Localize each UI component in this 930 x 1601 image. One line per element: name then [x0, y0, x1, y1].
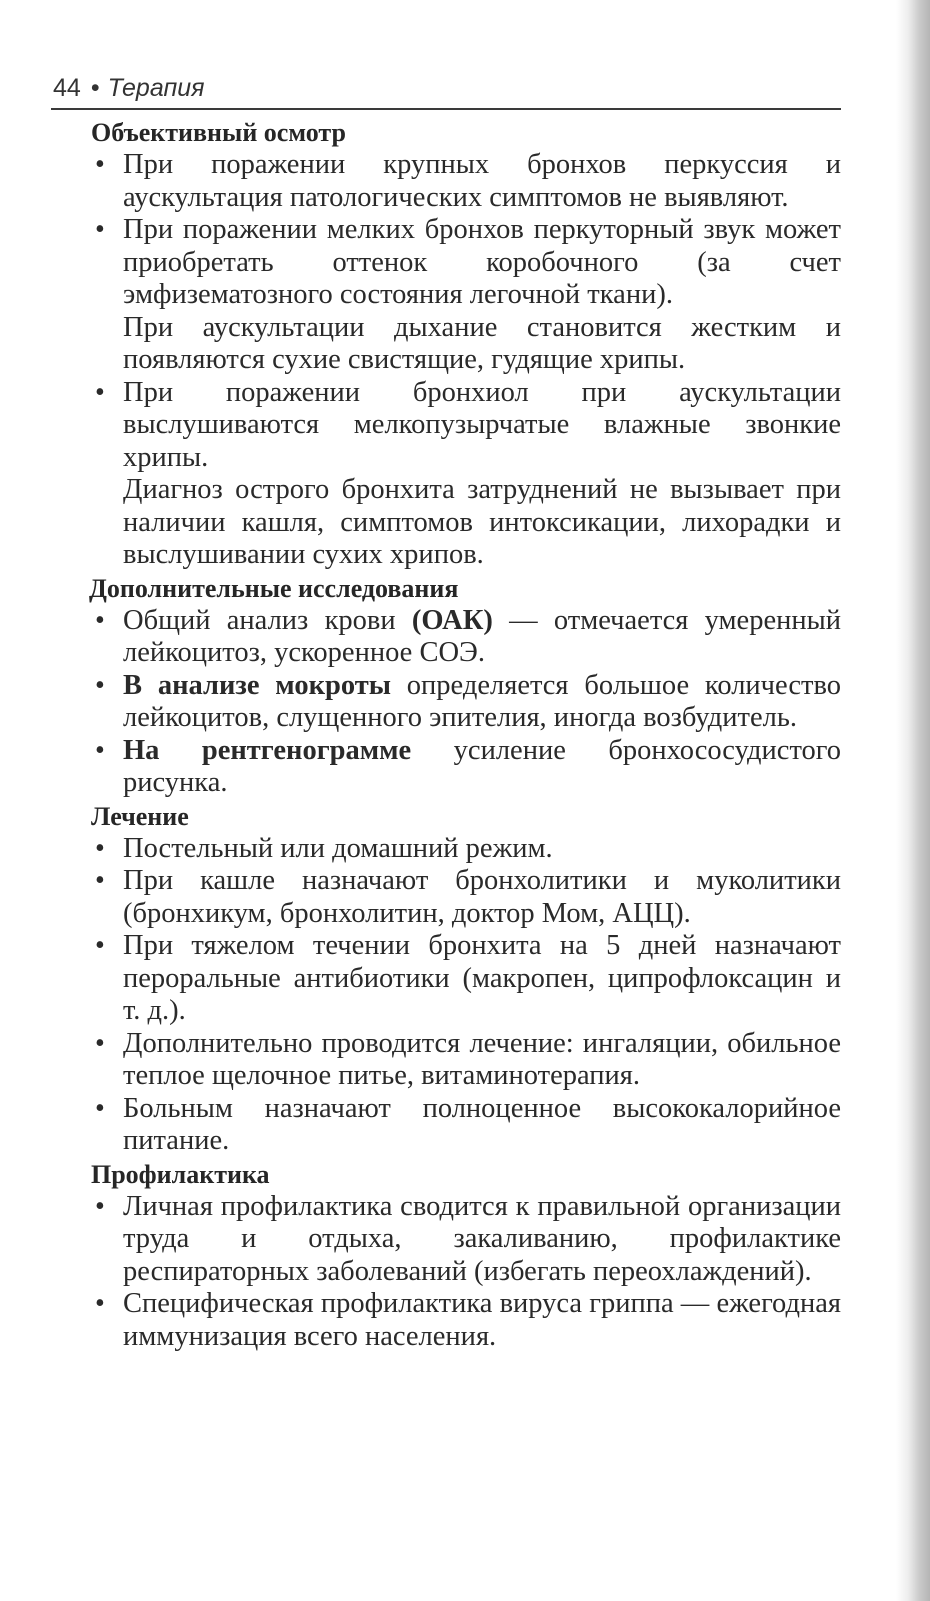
list-item	[91, 377, 841, 572]
item-text-rest: определяется большое количество лейкоцитов, слущенного эпителия, иногда возбудитель.	[123, 669, 841, 733]
item-text: • При поражении крупных бронхов перкуссия и аускультация патологических симптомов не выявляют.	[123, 149, 841, 213]
item-text	[123, 670, 841, 735]
list-item	[91, 865, 841, 930]
header-rule	[51, 108, 841, 110]
item-text: • Личная профилактика сводится к правильной организации труда и отдыха, закаливанию, профилактике респираторных заболеваний (избегать переохлаждений).	[123, 1190, 841, 1287]
item-text	[123, 605, 841, 670]
tests-list	[91, 605, 841, 800]
list-item	[91, 930, 841, 1028]
list-item	[91, 1028, 841, 1093]
prevention-list	[91, 1191, 841, 1354]
item-continuation: Диагноз острого бронхита затруднений не вызывает при наличии кашля, симптомов интоксикации, лихорадки и выслушивании сухих хрипов.	[123, 474, 841, 570]
exam-list	[91, 149, 841, 572]
section-title-tests: Дополнительные исследования	[89, 573, 459, 603]
item-text: • При поражении мелких бронхов перкуторный звук может приобретать оттенок коробочного (за счет эмфизематозного состояния легочной ткани).	[123, 214, 841, 310]
book-page	[51, 70, 841, 1353]
item-text: • Специфическая профилактика вируса гриппа — ежегодная иммунизация всего населения.	[123, 1288, 841, 1352]
header-separator: •	[90, 74, 100, 102]
list-item	[91, 214, 841, 377]
item-text: • Постельный или домашний режим.	[123, 832, 553, 864]
list-item	[91, 605, 841, 670]
item-text: • При тяжелом течении бронхита на 5 дней назначают пероральные антибиотики (макропен, ципрофлоксацин и т. д.).	[123, 930, 841, 1026]
item-text-bold: В анализе мокроты	[123, 669, 391, 701]
list-item	[91, 1093, 841, 1158]
section-title-prevention: Профилактика	[91, 1159, 270, 1189]
chapter-title: Терапия	[107, 74, 205, 102]
list-item	[91, 735, 841, 800]
scan-page-edge	[896, 0, 930, 1601]
item-text-rest: — отмечается умеренный лейкоцитоз, ускоренное СОЭ.	[123, 604, 841, 668]
item-text: • При кашле назначают бронхолитики и муколитики (бронхикум, бронхолитин, доктор Мом, АЦЦ).	[123, 865, 841, 929]
page-content	[51, 116, 841, 1353]
item-text: • При поражении бронхиол при аускультации выслушиваются мелкопузырчатые влажные звонкие хрипы.	[123, 376, 841, 473]
item-text	[123, 735, 841, 800]
list-item	[91, 1288, 841, 1353]
item-continuation: При аускультации дыхание становится жестким и появляются сухие свистящие, гудящие хрипы.	[123, 311, 841, 375]
item-text-rest: усиление бронхососудистого рисунка.	[123, 734, 841, 798]
list-item	[91, 670, 841, 735]
item-text-bold: На рентгенограмме	[123, 734, 412, 766]
item-text: • Больным назначают полноценное высококалорийное питание.	[123, 1092, 841, 1156]
item-text-lead: Общий анализ крови	[123, 604, 412, 636]
list-item	[91, 1191, 841, 1289]
list-item	[91, 149, 841, 214]
running-head	[51, 70, 841, 108]
section-title-treatment: Лечение	[91, 801, 189, 831]
list-item	[91, 833, 841, 866]
item-text: • Дополнительно проводится лечение: ингаляции, обильное теплое щелочное питье, витаминотерапия.	[123, 1027, 841, 1091]
treatment-list	[91, 833, 841, 1158]
item-text-bold: (ОАК)	[411, 604, 493, 636]
page-number: 44	[53, 74, 81, 102]
section-title-exam: Объективный осмотр	[91, 118, 346, 147]
